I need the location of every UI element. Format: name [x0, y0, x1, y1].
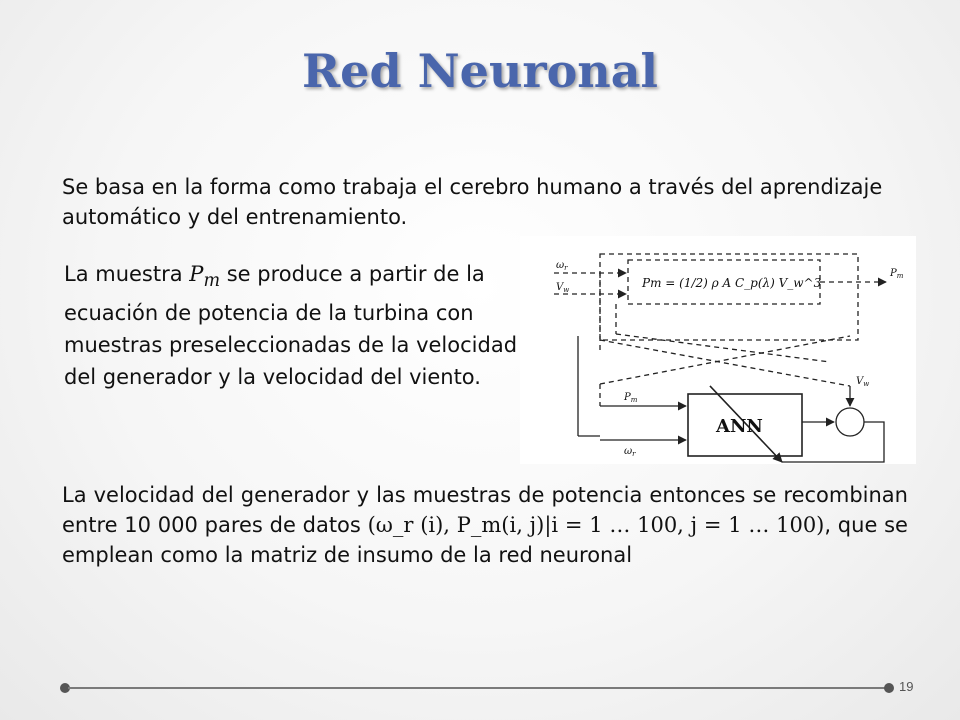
control-diagram [520, 236, 916, 464]
ann-vw-label: $V_w$ [856, 376, 870, 388]
page-number: 19 [899, 679, 914, 694]
pm-symbol: $P_m$ [189, 262, 221, 292]
output-pm-label: $P_m$ [890, 268, 904, 280]
formula-text: Pm = (1/2) ρ A C_p(λ) V_w^3 [642, 276, 822, 290]
summing-junction [836, 408, 864, 436]
recombination-math: (ω_r (i), P_m(i, j)|i = 1 … 100, j = 1 … 100) [367, 513, 825, 537]
recombination-text-2: , que se emplean como la matriz de insumo de la red neuronal [62, 513, 908, 567]
footer-line [68, 687, 890, 689]
control-diagram-svg [520, 236, 916, 464]
input-vw-label: $V_w$ [556, 282, 570, 294]
ann-input-omega-label: $\omega_r$ [624, 446, 636, 458]
ann-input-pm-label: $P_m$ [624, 392, 638, 404]
slide-title: Red Neuronal [301, 44, 659, 98]
recombination-paragraph [62, 480, 908, 570]
ann-label: ANN [716, 416, 763, 437]
intro-paragraph: Se basa en la forma como trabaja el cerebro humano a través del aprendizaje automático y del entrenamiento. [62, 175, 883, 229]
recombination-text-1: La velocidad del generador y las muestras de potencia entonces se recombinan entre 10 000 pares de datos [62, 483, 908, 537]
sample-text-before: La muestra [64, 262, 190, 286]
process-dashed-box [600, 254, 858, 340]
sample-paragraph [64, 258, 534, 393]
sample-text-after: se produce a partir de la ecuación de potencia de la turbina con muestras preseleccionadas de la velocidad del generador y la velocidad del viento. [64, 262, 518, 390]
footer-right-dot [884, 683, 894, 693]
input-omega-label: $\omega_r$ [556, 260, 568, 272]
